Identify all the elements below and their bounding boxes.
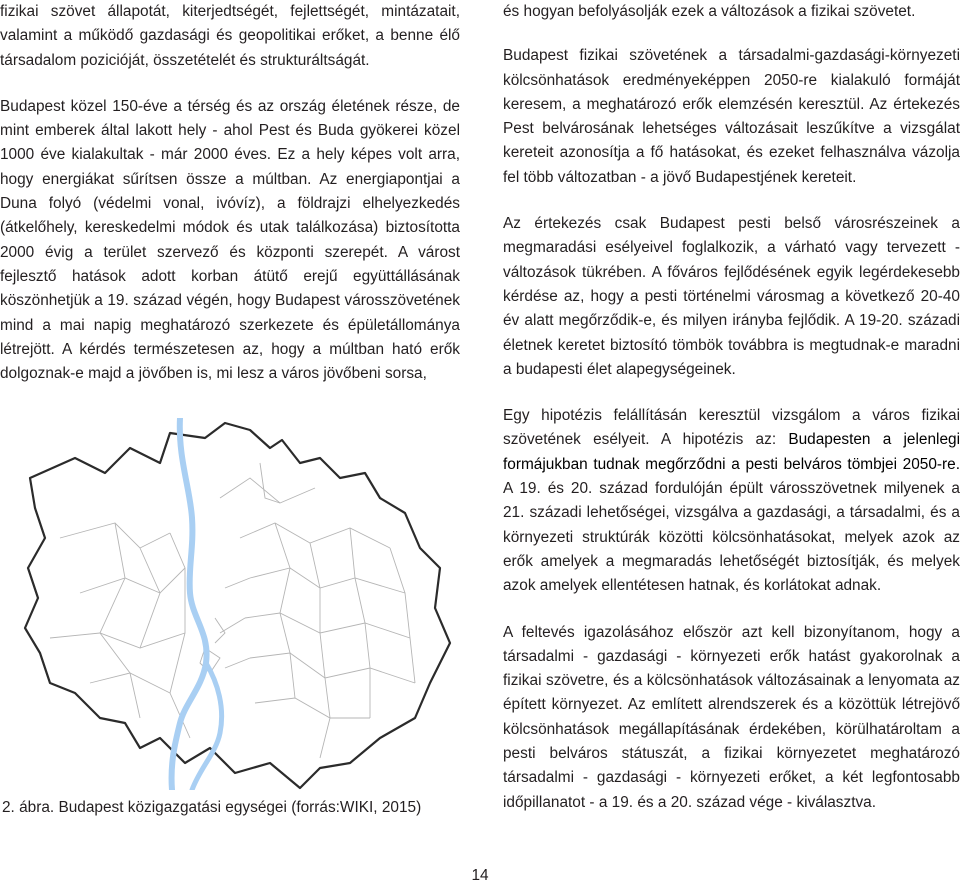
hypothesis-statement: Budapesten a jelenlegi formájukban tudnak megőrződni a pesti belváros tömbjei 2050-re. bbox=[503, 431, 960, 473]
hypothesis-intro: Egy hipotézis felállításán keresztül vizsgálom a város fizikai szövetének esélyeit. A hipotézis az: bbox=[503, 407, 960, 449]
right-paragraph-4 bbox=[503, 404, 960, 598]
right-column bbox=[503, 0, 960, 815]
right-paragraph-5: A feltevés igazolásához először azt kell bizonyítanom, hogy a társadalmi - gazdasági - környezeti erők hatást gyakorolnak a fizikai szövetre, és a kölcsönhatások változásainak a lenyomata az épített környezet. Az említett alrendszerek és a közöttük létrejövő kölcsönhatások megállapításának érdekében, körülhatároltam a pesti belváros státuszát, a fizikai környezetet meghatározó társadalmi - gazdasági - környezeti erőket, a két legfontosabb időpillanatot - a 19. és a 20. század vége - kiválasztva. bbox=[503, 623, 960, 811]
figure-caption: 2. ábra. Budapest közigazgatási egységei (forrás:WIKI, 2015) bbox=[2, 799, 422, 816]
left-column bbox=[0, 0, 460, 386]
hypothesis-discussion: A 19. és 20. század fordulóján épült városszövetnek milyenek a 21. századi lehetőségei, vizsgálva a gazdasági, a társadalmi, és a környezeti struktúrák közötti kölcsönhatásokat, melyek azok az erők amelyek a megmaradás lehetőségét biztosítják, és melyek azok amelyek ellentétesen hatnak, és korlátokat adnak. bbox=[503, 480, 960, 595]
right-paragraph-1: és hogyan befolyásolják ezek a változások a fizikai szövetet. bbox=[503, 3, 916, 20]
city-boundary-outline bbox=[25, 423, 450, 788]
right-paragraph-3: Az értekezés csak Budapest pesti belső városrészeinek a megmaradási esélyeivel foglalkozik, a várható vagy tervezett - változások tükrében. A főváros fejlődésének egyik legérdekesebb kérdése az, hogy a pesti történelmi városmag a következő 20-40 év alatt megőrződik-e, és milyen irányba fejlődik. A 19-20. századi életnek keretet biztosító tömbök továbbra is megtudnak-e maradni a budapesti élet alapegységeinek. bbox=[503, 215, 960, 378]
danube-river bbox=[172, 418, 207, 790]
danube-side-branch bbox=[192, 663, 222, 790]
left-paragraph-1: fizikai szövet állapotát, kiterjedtségét, fejlettségét, mintázatait, valamint a működő gazdasági és geopolitikai erőket, a benne élő társadalom pozicióját, összetételét és strukturáltságát. bbox=[0, 3, 460, 69]
left-paragraph-2: Budapest közel 150-éve a térség és az ország életének része, de mint emberek által lakott hely - ahol Pest és Buda gyökerei közel 1000 éve kialakultak - már 2000 éves. Ez a hely képes volt arra, hogy energiákat sűrítsen össze a múltban. Az energiapontjai a Duna folyó (védelmi vonal, ivóvíz), a földrajzi elhelyezkedés (átkelőhely, kereskedelmi módok és utak találkozása) biztosította 2000 évig a terület szervező és központi szerepét. A várost fejlesztő hatások adott korban átütő erejű együttállásának köszönhetjük a 19. század végén, hogy Budapest városszövetének mind a mai napig meghatározó szerkezete és épületállománya létrejött. A kérdés természetesen az, hogy a múltban ható erők dolgoznak-e majd a jövőben is, mi lesz a város jövőbeni sorsa, bbox=[0, 97, 460, 383]
page-number: 14 bbox=[471, 867, 489, 884]
district-boundaries bbox=[50, 463, 415, 758]
right-paragraph-2: Budapest fizikai szövetének a társadalmi-gazdasági-környezeti kölcsönhatások eredményeképpen 2050-re kialakuló formáját keresem, a meghatározó erők elemzésén keresztül. Az értekezés Pest belvárosának lehetséges változásait leszűkítve a vizsgálat kereteit azonosítja a fő hatásokat, és ezeket felhasználva vázolja fel több változatban - a jövő Budapestjének kereteit. bbox=[503, 47, 960, 186]
budapest-district-map bbox=[20, 418, 455, 790]
